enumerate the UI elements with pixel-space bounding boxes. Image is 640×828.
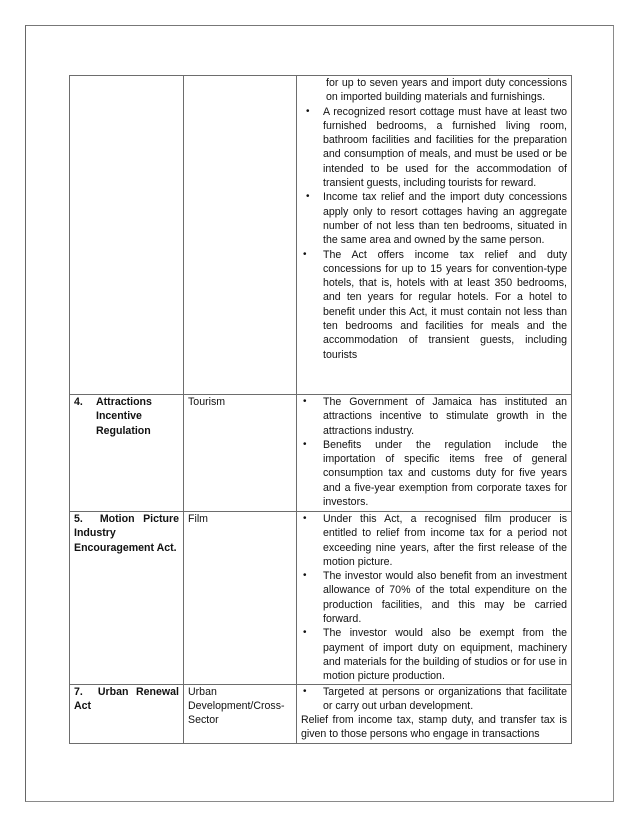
act-name: Attractions Incentive Regulation (96, 396, 152, 437)
list-item: • Targeted at persons or organizations that facilitate or carry out urban development. (303, 685, 567, 712)
details-list (301, 685, 567, 714)
bullet-icon: • (306, 105, 310, 117)
sector: Tourism (188, 396, 226, 408)
act-name-cell (70, 684, 184, 743)
sector: Urban Development/Cross-Sector (188, 685, 285, 727)
bullet-icon: • (303, 248, 307, 260)
incentives-table (69, 75, 572, 744)
list-item: • The Government of Jamaica has instituted an attractions incentive to stimulate growth in the attractions industry. (303, 396, 567, 437)
bullet-icon: • (303, 438, 307, 450)
details-cell (297, 76, 572, 395)
details-list (301, 512, 567, 684)
table-row (70, 76, 572, 395)
act-name-cell (70, 76, 184, 395)
sector-cell (184, 512, 297, 685)
bullet-icon: • (306, 191, 310, 203)
table-row (70, 512, 572, 685)
sector-cell (184, 395, 297, 512)
act-name: Motion Picture Industry Encouragement Act. (74, 513, 179, 554)
sector-cell (184, 684, 297, 743)
list-item: • Benefits under the regulation include the importation of specific items free of general consumption tax and customs duty for five years and a five-year exemption from corporate taxes for investors. (303, 438, 567, 509)
sector-cell (184, 76, 297, 395)
act-name: Urban Renewal Act (74, 685, 179, 712)
act-number: 5. (74, 513, 83, 525)
details-cell (297, 395, 572, 512)
bullet-icon: • (303, 513, 307, 524)
list-item: for up to seven years and import duty concessions on imported building materials and furnishings. (326, 77, 567, 104)
details-cell (297, 512, 572, 685)
list-item: • Under this Act, a recognised film producer is entitled to relief from income tax for a period not exceeding nine years, after the first release of the motion picture. (303, 513, 567, 568)
details-list (301, 395, 567, 509)
table-row (70, 395, 572, 512)
act-name-cell (70, 395, 184, 512)
list-item: • The Act offers income tax relief and duty concessions for up to 15 years for convention-type hotels, that is, hotels with at least 350 bedrooms, and ten years for regular hotels. For a hotel to benefit under this Act, it must contain not less than ten bedrooms and facilities for meals and the accommodation of transient guests, including tourists (303, 248, 567, 361)
bullet-icon: • (303, 396, 307, 407)
table-row (70, 684, 572, 743)
sector: Film (188, 513, 209, 525)
list-item: • Income tax relief and the import duty concessions apply only to resort cottages having an aggregate number of not less than ten bedrooms, situated in the same area and owned by the same person. (306, 191, 567, 247)
details-paragraph: Relief from income tax, stamp duty, and transfer tax is given to those persons who engage in transactions (301, 714, 567, 741)
act-number: 7. (74, 685, 83, 698)
list-item: • The investor would also benefit from an investment allowance of 70% of the total expenditure on the production facilities, and this may be carried forward. (303, 570, 567, 626)
details-cell (297, 684, 572, 743)
list-item: • The investor would also be exempt from the payment of import duty on equipment, machinery and materials for the building of studios or for use in motion picture production. (303, 627, 567, 683)
bullet-icon: • (303, 685, 307, 697)
bullet-icon: • (303, 570, 307, 582)
act-number: 4. (74, 396, 83, 408)
list-item: • A recognized resort cottage must have at least two furnished bedrooms, a furnished living room, bathroom facilities and facilities for the preparation and consumption of meals, and must be used or be intended to be used for the accommodation of transient guests, including tourists for reward. (306, 105, 567, 190)
act-name-cell (70, 512, 184, 685)
bullet-icon: • (303, 627, 307, 639)
details-list (301, 76, 567, 362)
